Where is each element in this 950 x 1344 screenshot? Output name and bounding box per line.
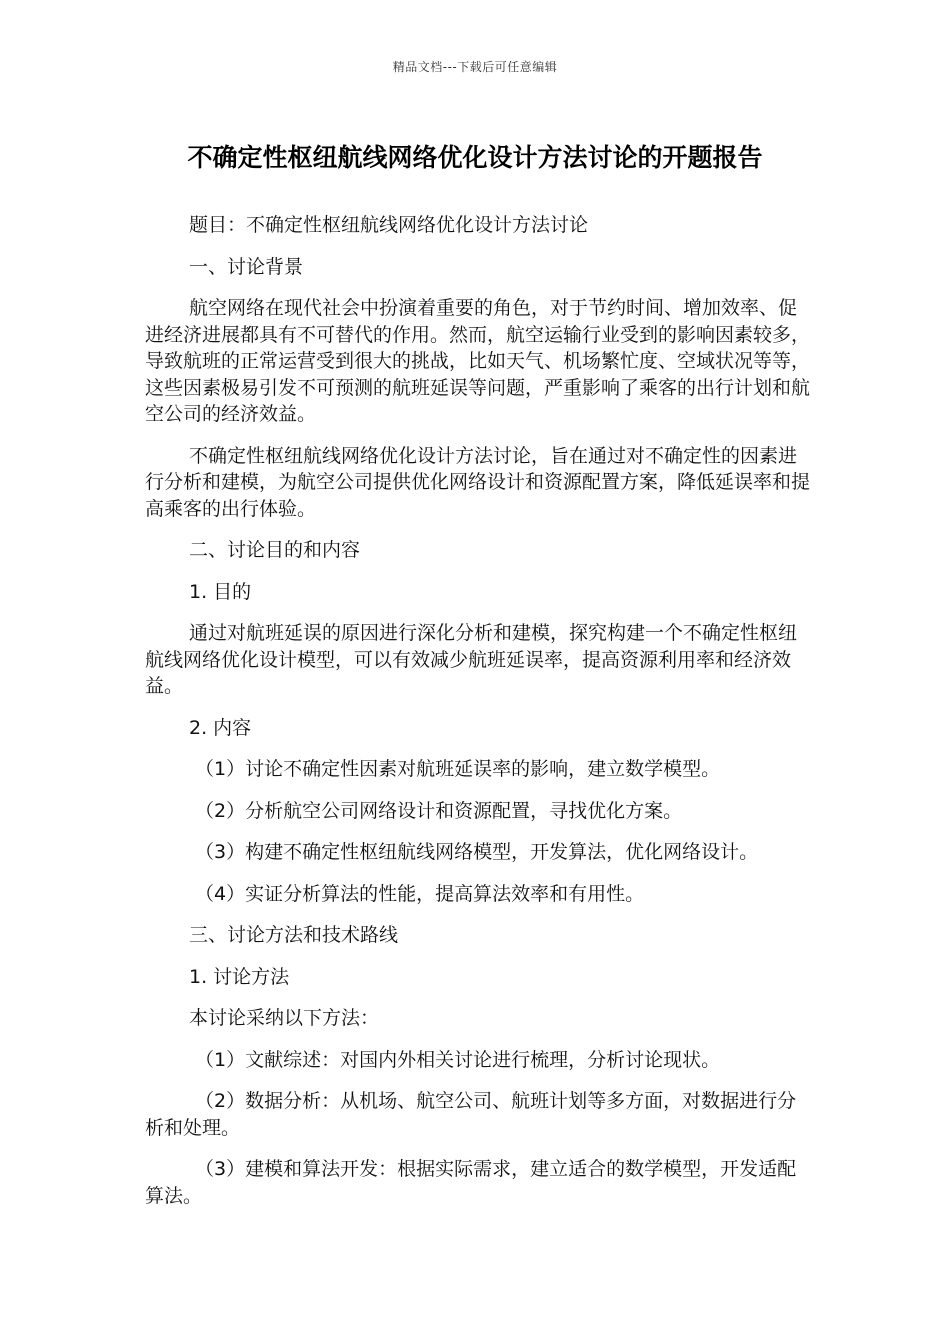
section-heading-purpose-content: 二、讨论目的和内容 (189, 539, 361, 561)
document-body (145, 212, 810, 1224)
subheading-content: 2. 内容 (189, 716, 252, 739)
content-item-1: （1）讨论不确定性因素对航班延误率的影响，建立数学模型。 (195, 758, 721, 780)
section-heading-methods: 三、讨论方法和技术路线 (189, 924, 399, 946)
header-note: 精品文档---下载后可任意编辑 (392, 60, 558, 74)
content-item-4: （4）实证分析算法的性能，提高算法效率和有用性。 (195, 882, 645, 905)
purpose-paragraph: 通过对航班延误的原因进行深化分析和建模，探究构建一个不确定性枢纽航线网络优化设计模型，可以有效减少航班延误率，提高资源利用率和经济效益。 (145, 622, 798, 697)
background-paragraph-2: 不确定性枢纽航线网络优化设计方法讨论，旨在通过对不确定性的因素进行分析和建模，为航空公司提供优化网络设计和资源配置方案，降低延误率和提高乘客的出行体验。 (145, 444, 811, 520)
method-item-1: （1）文献综述：对国内外相关讨论进行梳理，分析讨论现状。 (195, 1048, 721, 1071)
method-item-3: （3）建模和算法开发：根据实际需求，建立适合的数学模型，开发适配算法。 (145, 1158, 797, 1207)
background-paragraph-1: 航空网络在现代社会中扮演着重要的角色，对于节约时间、增加效率、促进经济进展都具有不可替代的作用。然而，航空运输行业受到的影响因素较多，导致航班的正常运营受到很大的挑战，比如天气、机场繁忙度、空域状况等等，这些因素极易引发不可预测的航班延误等问题，严重影响了乘客的出行计划和航空公司的经济效益。 (145, 297, 811, 425)
method-item-2: （2）数据分析：从机场、航空公司、航班计划等多方面，对数据进行分析和处理。 (145, 1090, 797, 1139)
topic-line: 题目：不确定性枢纽航线网络优化设计方法讨论 (189, 214, 589, 236)
methods-intro: 本讨论采纳以下方法： (189, 1007, 380, 1029)
section-heading-background: 一、讨论背景 (189, 255, 304, 278)
content-item-3: （3）构建不确定性枢纽航线网络模型，开发算法，优化网络设计。 (195, 841, 759, 863)
document-title: 不确定性枢纽航线网络优化设计方法讨论的开题报告 (187, 143, 763, 172)
subheading-purpose: 1. 目的 (189, 580, 252, 603)
content-item-2: （2）分析航空公司网络设计和资源配置，寻找优化方案。 (195, 799, 683, 822)
subheading-methods: 1. 讨论方法 (189, 965, 290, 988)
